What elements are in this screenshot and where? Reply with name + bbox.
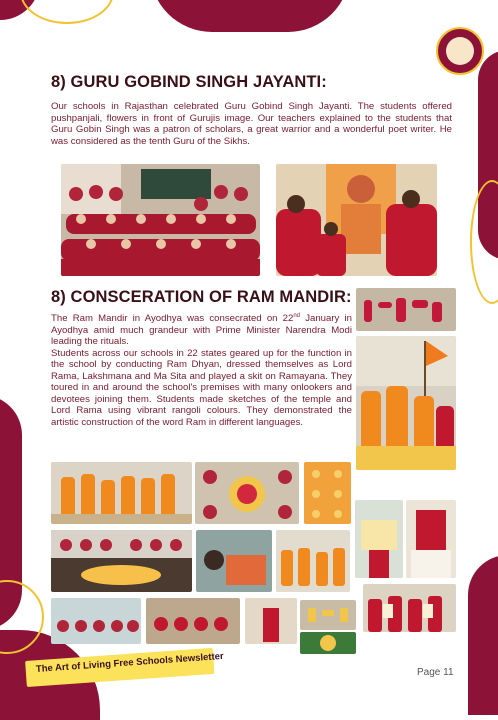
photo-ram-lettering [356,288,456,331]
photo-students-posters [363,584,456,632]
photo-teacher-stage [245,598,297,644]
section2-body-p2: Students across our schools in 22 states geared up for the function in the school by conducting Ram Dhyan, dressed themselves as Lord Rama, Lakshmana and Ma Sita and played a skit on Ramayana. They toured in and around the school's premises with many onlookers and devotees joining them. Students made sketches of the temple and Lord Rama using vibrant rangoli colours. They demonstrated the artistic construction of the word Ram in different languages. [51,347,352,428]
photo-rangoli-making [196,530,272,592]
photo-diya-lamps [51,530,192,592]
photo-orange-pattern [304,462,351,524]
logo-emblem-icon [446,37,474,65]
photo-ram-written [300,600,356,630]
section2-body-p1b: January in Ayodhya amid much grandeur with Prime Minister Narendra Modi leading the rituals. [51,313,352,347]
section2-body-sup: nd [293,312,301,319]
photo-costumed-students [356,336,456,470]
photo-classroom-students [146,598,240,644]
section2-body-p1a: The Ram Mandir in Ayodhya was consecrated on 22 [51,313,294,324]
photo-girl-drawing [406,500,456,578]
school-logo [436,27,484,75]
photo-rangoli-circle [195,462,299,524]
section2-heading: 8) CONSCERATION OF RAM MANDIR: [51,288,352,306]
decor-ring-top [20,0,114,24]
section1-body: Our schools in Rajasthan celebrated Guru Gobind Singh Jayanti. The students offered pushpanjali, flowers in front of Gurujis image. Our teachers explained to the students that Guru Gobin Singh was a patron of scholars, a great warrior and a wonderful poet writer. He was considered as the tenth Guru of the Sikhs. [51,101,452,147]
photo-procession [51,462,192,524]
footer-newsletter-title: The Art of Living Free Schools Newsletter [35,650,225,675]
photo-rangoli-floor [300,632,356,654]
photo-drawing-display [355,500,403,578]
photo-students-seated [61,164,260,276]
decor-blob-bottom-right [468,555,498,715]
photo-classroom-meditation [51,598,141,644]
section1-heading: 8) GURU GOBIND SINGH JAYANTI: [51,73,327,91]
section2-body [51,313,352,428]
photo-guru-offering [276,164,437,276]
decor-ring-right [470,180,498,304]
page-number: Page 11 [417,667,454,678]
decor-blob-top [150,0,350,32]
photo-students-gathering [276,530,350,592]
